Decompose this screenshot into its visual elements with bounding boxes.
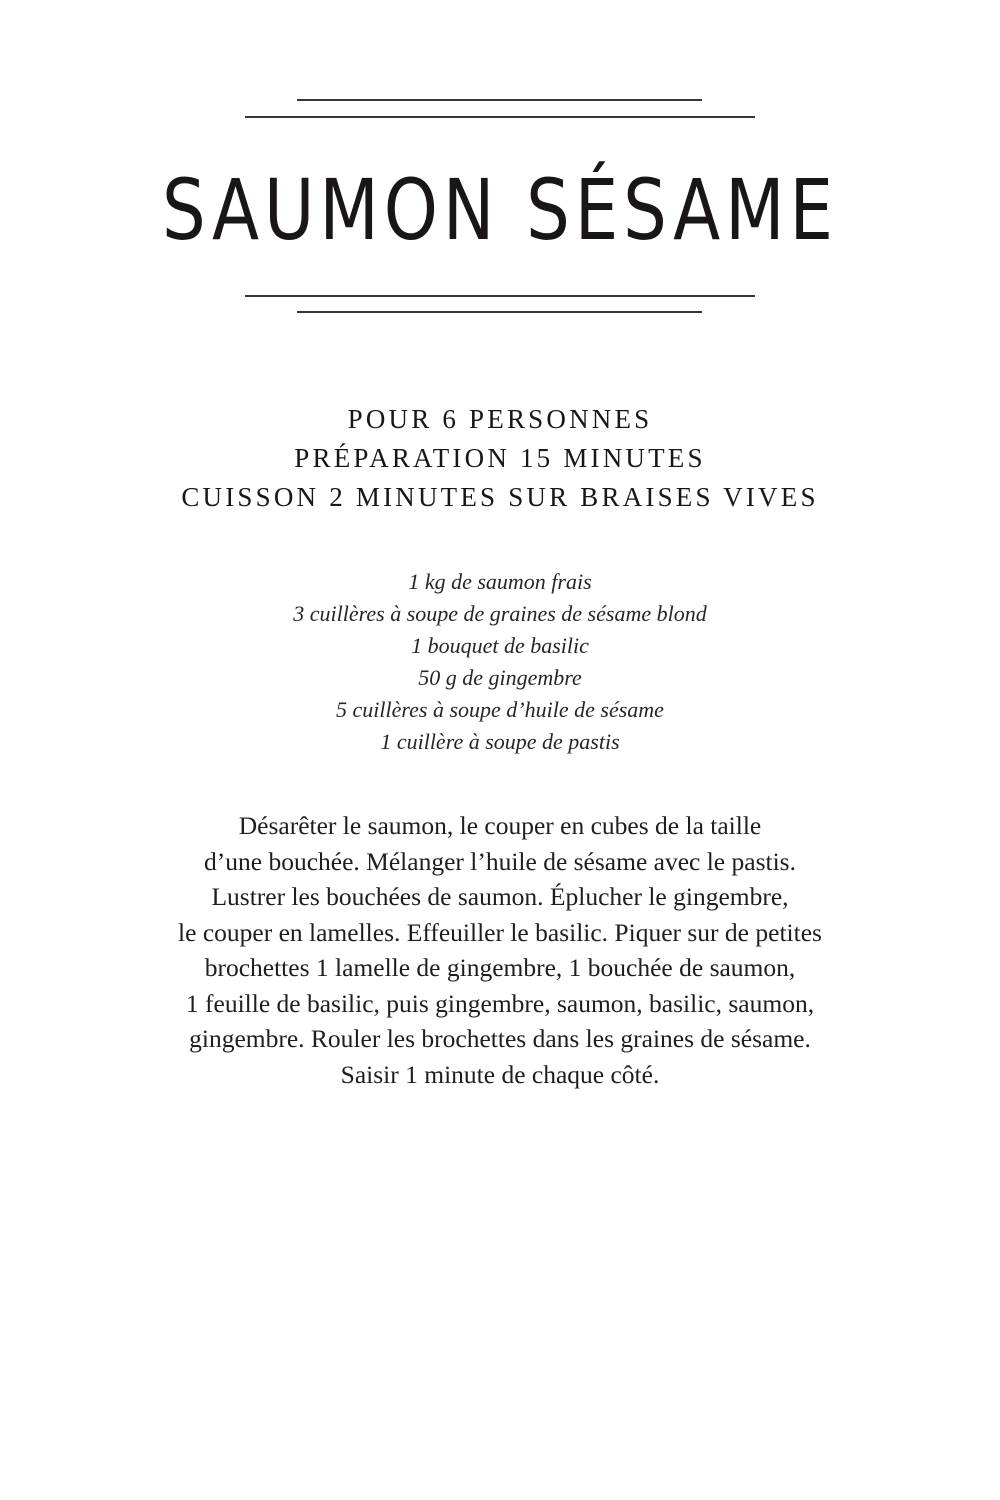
method-line: Saisir 1 minute de chaque côté. xyxy=(340,1059,660,1089)
ingredient-item: 1 bouquet de basilic xyxy=(411,633,589,658)
method-line: brochettes 1 lamelle de gingembre, 1 bouchée de saumon, xyxy=(204,953,796,982)
title-rule-top-short xyxy=(297,99,702,101)
method-line: 1 feuille de basilic, puis gingembre, saumon, basilic, saumon, xyxy=(185,988,815,1018)
method-line: gingembre. Rouler les brochettes dans les graines de sésame. xyxy=(189,1024,811,1053)
title-rule-bottom-short xyxy=(297,311,702,313)
cooking-time: CUISSON 2 MINUTES SUR BRAISES VIVES xyxy=(181,482,819,512)
method-line: Désarêter le saumon, le couper en cubes de la taille xyxy=(238,811,762,840)
title-rule-bottom-long xyxy=(245,295,755,297)
ingredients-list xyxy=(0,566,1000,758)
title-rule-top-long xyxy=(245,116,755,118)
ingredient-item: 5 cuillères à soupe d’huile de sésame xyxy=(336,697,664,722)
method-paragraph xyxy=(0,808,1000,1092)
method-line: Lustrer les bouchées de saumon. Éplucher le gingembre, xyxy=(211,882,789,911)
method-line: d’une bouchée. Mélanger l’huile de sésame avec le pastis. xyxy=(204,846,796,876)
recipe-title: SAUMON SÉSAME xyxy=(162,161,838,259)
servings: POUR 6 PERSONNES xyxy=(347,404,653,434)
ingredient-item: 3 cuillères à soupe de graines de sésame blond xyxy=(293,601,707,626)
ingredient-item: 1 kg de saumon frais xyxy=(408,569,592,594)
recipe-meta xyxy=(0,400,1000,517)
ingredient-item: 1 cuillère à soupe de pastis xyxy=(380,729,620,754)
method-line: le couper en lamelles. Effeuiller le basilic. Piquer sur de petites xyxy=(178,917,822,947)
ingredient-item: 50 g de gingembre xyxy=(418,665,582,690)
preparation-time: PRÉPARATION 15 MINUTES xyxy=(294,443,706,473)
